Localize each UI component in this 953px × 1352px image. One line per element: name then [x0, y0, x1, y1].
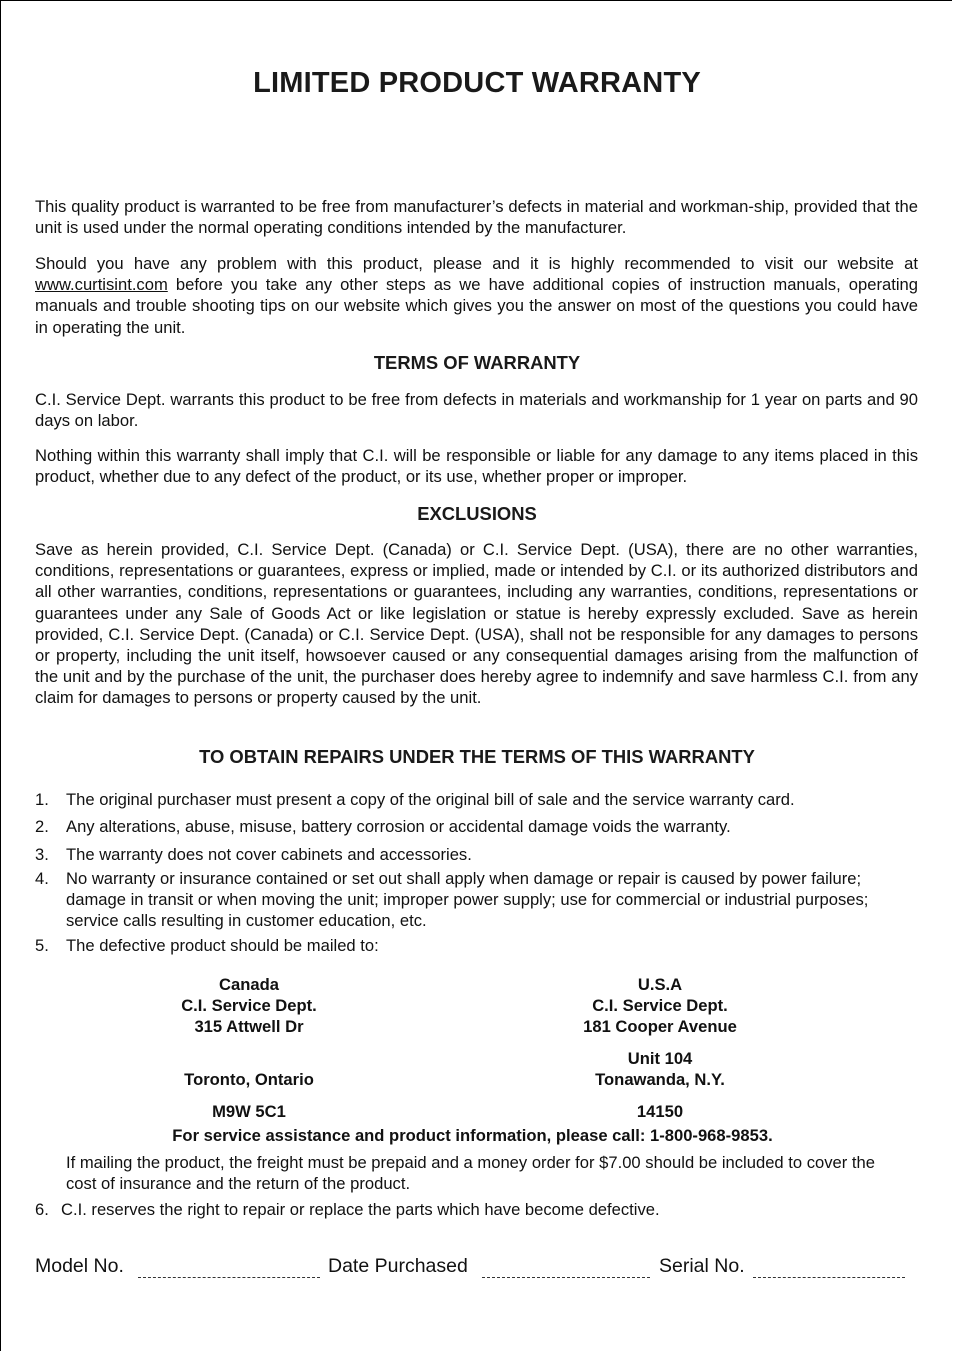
intro-paragraph-2-lead: Should you have any problem with this product, please and it is highly recommended to visit our website at — [35, 254, 918, 273]
list-item-number: 6. — [35, 1200, 49, 1219]
terms-heading: TERMS OF WARRANTY — [373, 352, 581, 373]
model-number-label: Model No. — [35, 1255, 124, 1277]
list-item-text: The defective product should be mailed to: — [66, 936, 379, 955]
canada-country: Canada — [219, 975, 279, 994]
list-item-number: 2. — [35, 817, 49, 836]
service-phone-line: For service assistance and product information, please call: 1-800-968-9853. — [172, 1126, 773, 1145]
website-link[interactable]: www.curtisint.com — [35, 275, 168, 295]
list-item-number: 4. — [35, 869, 49, 888]
serial-number-label: Serial No. — [659, 1255, 745, 1277]
model-number-field[interactable] — [138, 1277, 320, 1278]
date-purchased-field[interactable] — [482, 1277, 650, 1278]
date-purchased-label: Date Purchased — [328, 1255, 468, 1277]
list-item-text: The original purchaser must present a copy of the original bill of sale and the service warranty card. — [66, 790, 795, 809]
terms-paragraph-1: C.I. Service Dept. warrants this product to be free from defects in materials and workmanship for 1 year on parts and 90 days on labor. — [35, 390, 918, 431]
canada-postal: M9W 5C1 — [212, 1102, 286, 1121]
intro-paragraph-2 — [35, 253, 918, 338]
intro-paragraph-1: This quality product is warranted to be free from manufacturer’s defects in material and workman-ship, provided that the unit is used under the normal operating conditions intended by the manufacturer. — [35, 197, 918, 238]
usa-unit: Unit 104 — [627, 1049, 693, 1068]
usa-postal: 14150 — [636, 1102, 684, 1121]
list-item-number: 1. — [35, 790, 49, 809]
usa-street: 181 Cooper Avenue — [583, 1017, 737, 1036]
exclusions-heading: EXCLUSIONS — [417, 503, 537, 524]
canada-street: 315 Attwell Dr — [194, 1017, 304, 1036]
page-title: LIMITED PRODUCT WARRANTY — [253, 67, 701, 99]
usa-country: U.S.A — [637, 975, 683, 994]
list-item-number: 5. — [35, 936, 49, 955]
list-item-number: 3. — [35, 845, 49, 864]
list-item-text: Any alterations, abuse, misuse, battery corrosion or accidental damage voids the warranty. — [66, 817, 731, 836]
list-item-text: C.I. reserves the right to repair or replace the parts which have become defective. — [61, 1200, 660, 1219]
repairs-heading: TO OBTAIN REPAIRS UNDER THE TERMS OF THIS WARRANTY — [199, 746, 755, 767]
list-item-text: The warranty does not cover cabinets and accessories. — [66, 845, 472, 864]
intro-paragraph-2-rest: before you take any other steps as we have additional copies of instruction manuals, operating manuals and trouble shooting tips on our website which gives you the answer on most of the questions you could have in operating the unit. — [35, 275, 918, 337]
usa-dept: C.I. Service Dept. — [592, 996, 728, 1015]
list-item-text: No warranty or insurance contained or set out shall apply when damage or repair is caused by power failure; damage in transit or when moving the unit; improper power supply; use for commercial or industrial purposes; service calls resulting in customer education, etc. — [66, 869, 869, 931]
serial-number-field[interactable] — [753, 1277, 905, 1278]
mailing-note: If mailing the product, the freight must be prepaid and a money order for $7.00 should be included to cover the cost of insurance and the return of the product. — [66, 1153, 875, 1194]
canada-dept: C.I. Service Dept. — [181, 996, 317, 1015]
canada-city: Toronto, Ontario — [184, 1070, 314, 1089]
terms-paragraph-2: Nothing within this warranty shall imply that C.I. will be responsible or liable for any damage to any items placed in this product, whether due to any defect of the product, or its use, whether proper or improper. — [35, 446, 918, 487]
exclusions-paragraph: Save as herein provided, C.I. Service Dept. (Canada) or C.I. Service Dept. (USA), there are no other warranties, conditions, representations or guarantees, express or implied, made or intended by C.I. or its authorized distributors and all other warranties, conditions, representations or guarantees, including any warranties, conditions, representations or guarantees under any Sale of Goods Act or like legislation or statue is hereby expressly excluded. Save as herein provided, C.I. Service Dept. (Canada) or C.I. Service Dept. (USA), shall not be responsible for any damages to persons or property, including the unit itself, howsoever caused or any consequential damages arising from the malfunction of the unit and by the purchase of the unit, the purchaser does hereby agree to indemnify and save harmless C.I. from any claim for damages to persons or property caused by the unit. — [35, 540, 918, 708]
usa-city: Tonawanda, N.Y. — [595, 1070, 725, 1089]
